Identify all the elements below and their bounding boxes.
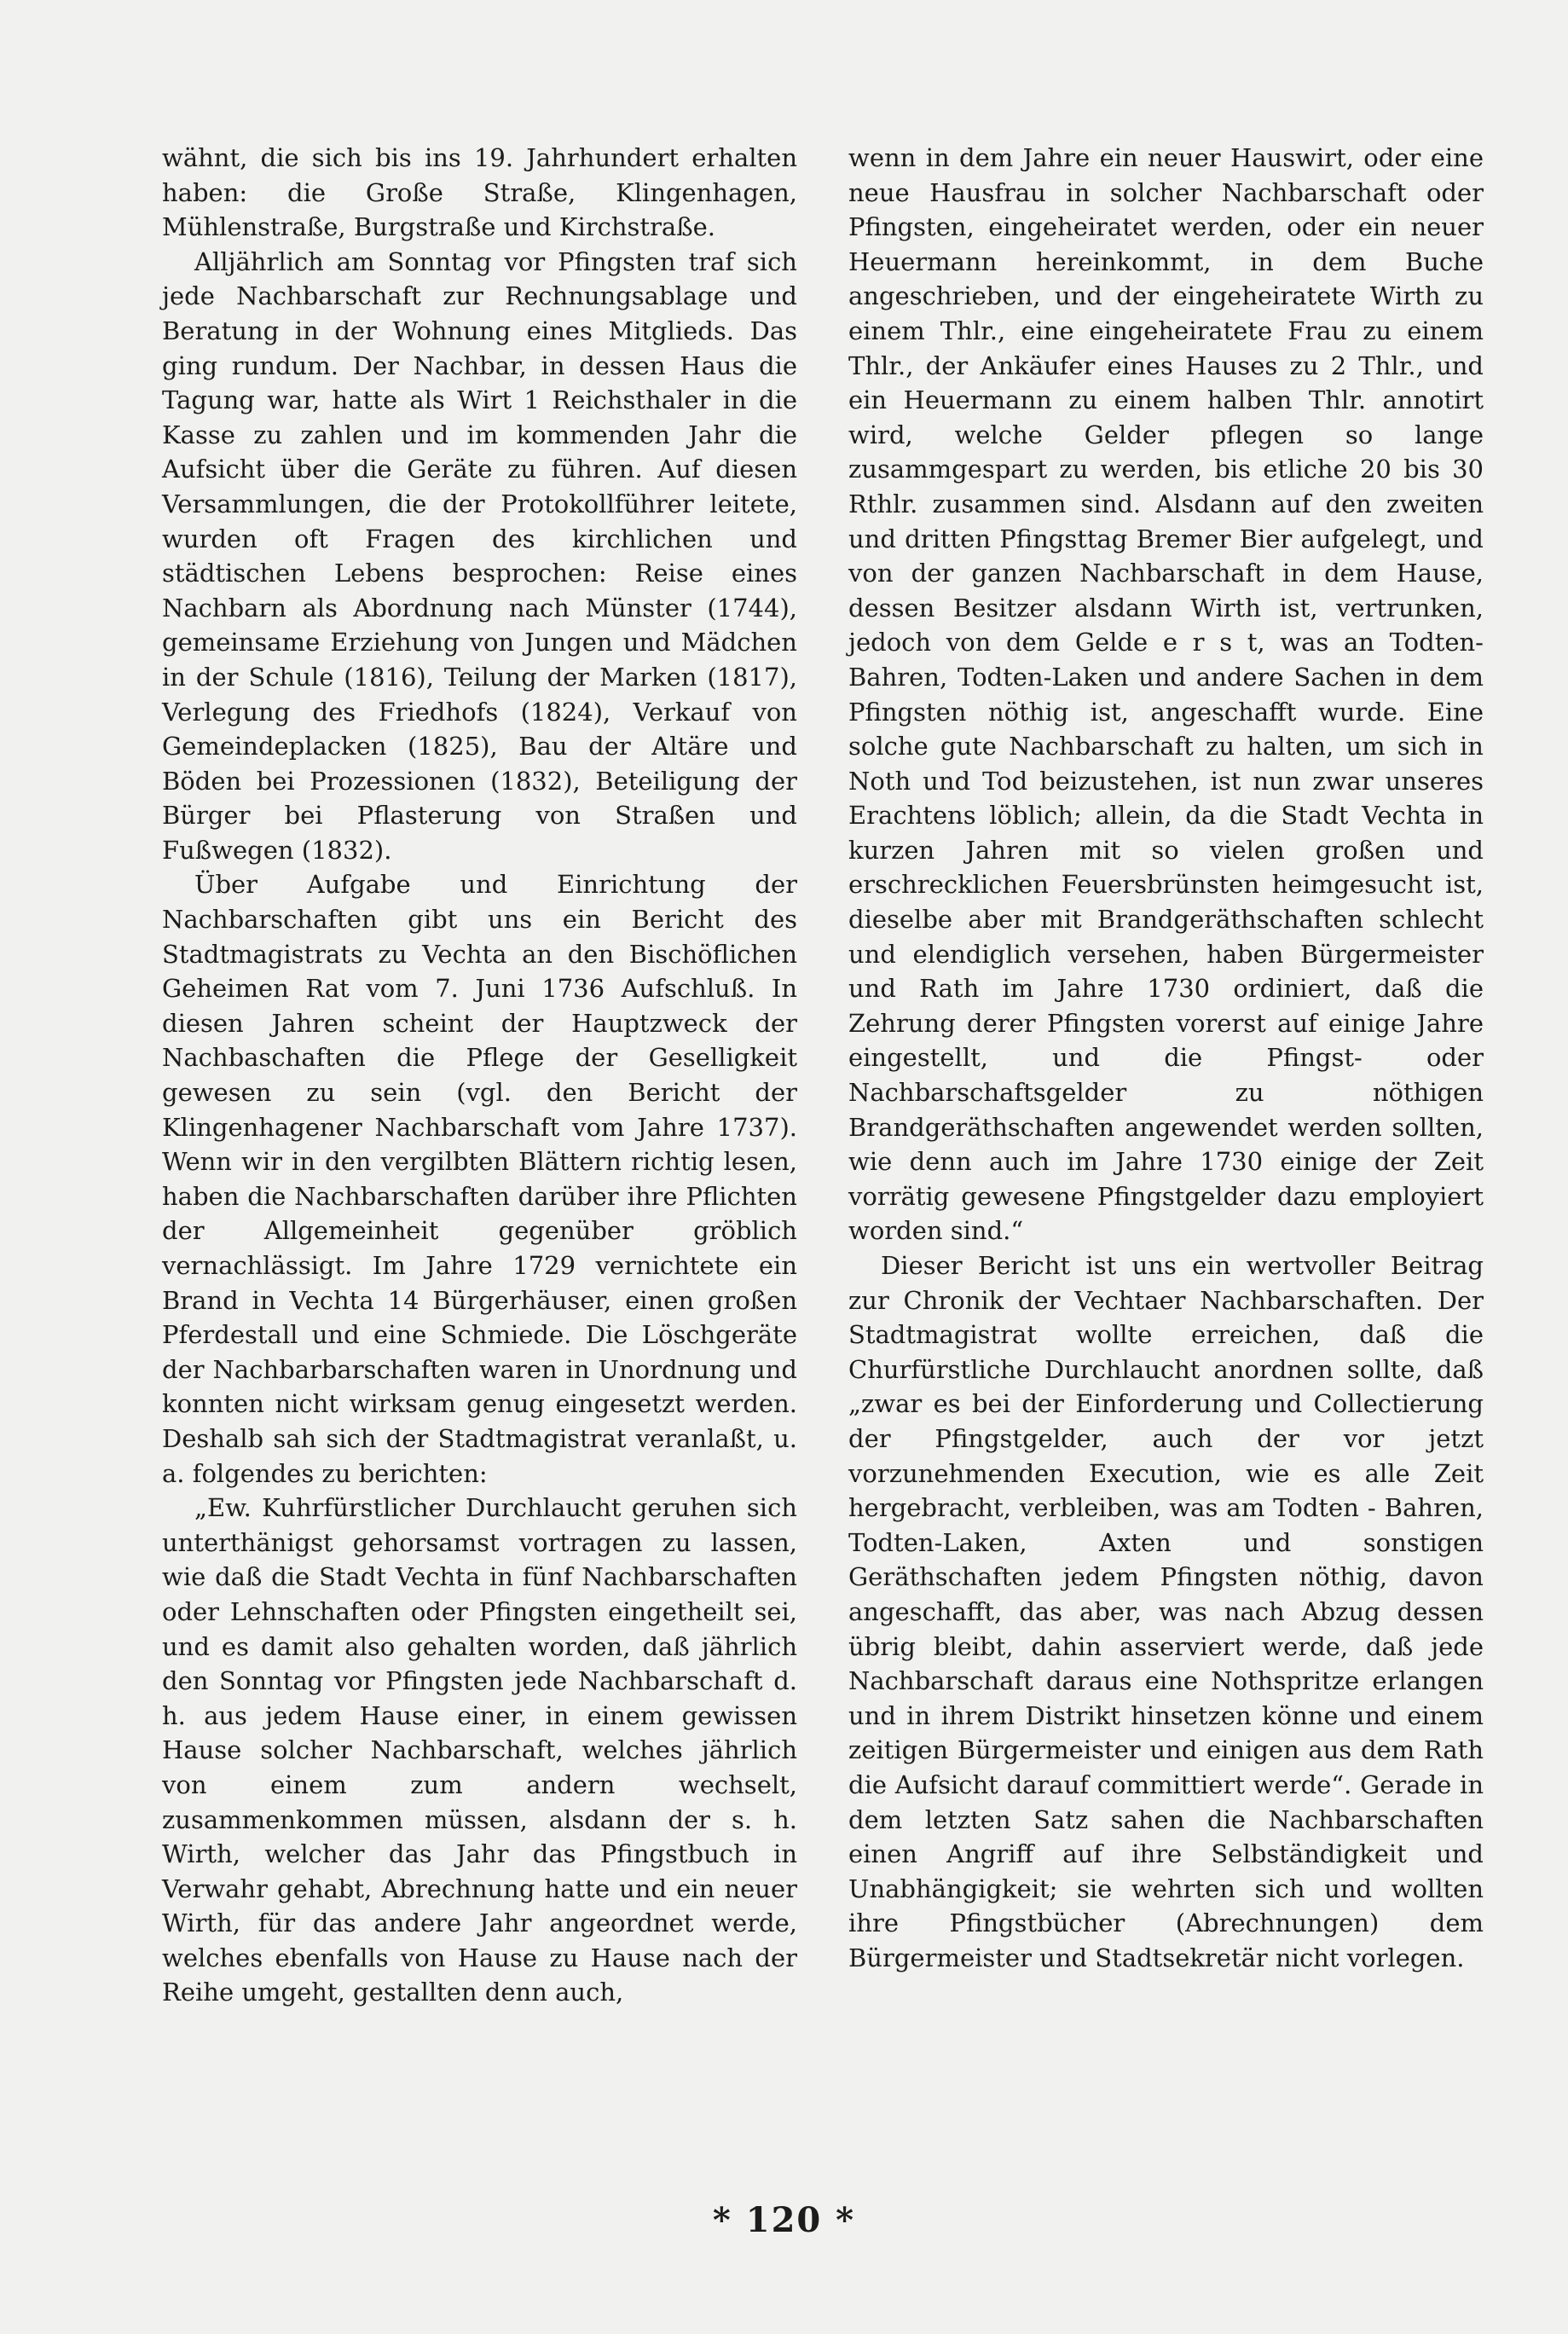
paragraph: Dieser Bericht ist uns ein wertvoller Beitrag zur Chronik der Vechtaer Nachbarschaften. Der Stadtmagistrat wollte erreichen, daß die Churfürstliche Durchlaucht anordnen sollte, daß „zwar es bei der Einforderung und Collectierung der Pfingstgelder, auch der vor jetzt vorzunehmenden Execution, wie es alle Zeit hergebracht, verbleiben, was am Todten - Bahren, Todten-Laken, Axten und sonstigen Geräthschaften jedem Pfingsten nöthig, davon angeschafft, das aber, was nach Abzug dessen übrig bleibt, dahin asserviert werde, daß jede Nachbarschaft daraus eine Nothspritze erlangen und in ihrem Distrikt hinsetzen könne und einem zeitigen Bürgermeister und einigen aus dem Rath die Aufsicht darauf committiert werde“. Gerade in dem letzten Satz sahen die Nachbarschaften einen Angriff auf ihre Selbständigkeit und Unabhängigkeit; sie wehrten sich und wollten ihre Pfingstbücher (Abrechnungen) dem Bürgermeister und Stadtsekretär nicht vorlegen.	[848, 1251, 1484, 1972]
paragraph: wähnt, die sich bis ins 19. Jahrhundert erhalten haben: die Große Straße, Klingenhagen, Mühlenstraße, Burgstraße und Kirchstraße.	[162, 143, 797, 242]
paragraph: Über Aufgabe und Einrichtung der Nachbarschaften gibt uns ein Bericht des Stadtmagistrats zu Vechta an den Bischöflichen Geheimen Rat vom 7. Juni 1736 Aufschluß. In diesen Jahren scheint der Hauptzweck der Nachbaschaften die Pflege der Geselligkeit gewesen zu sein (vgl. den Bericht der Klingenhagener Nachbarschaft vom Jahre 1737). Wenn wir in den vergilbten Blättern richtig lesen, haben die Nachbarschaften darüber ihre Pflichten der Allgemeinheit gegenüber gröblich vernachlässigt. Im Jahre 1729 vernichtete ein Brand in Vechta 14 Bürgerhäuser, einen großen Pferdestall und eine Schmiede. Die Löschgeräte der Nachbarbarschaften waren in Unordnung und konnten nicht wirksam genug eingesetzt werden. Deshalb sah sich der Stadtmagistrat veranlaßt, u. a. folgendes zu berichten:	[162, 870, 797, 1488]
paragraph: „Ew. Kuhrfürstlicher Durchlaucht geruhen sich unterthänigst gehorsamst vortragen zu lassen, wie daß die Stadt Vechta in fünf Nachbarschaften oder Lehnschaften oder Pfingsten eingetheilt sei, und es damit also gehalten worden, daß jährlich den Sonntag vor Pfingsten jede Nachbarschaft d. h. aus jedem Hause einer, in einem gewissen Hause solcher Nachbarschaft, welches jährlich von einem zum andern wechselt, zusammenkommen müssen, alsdann der s. h. Wirth, welcher das Jahr das Pfingstbuch in Verwahr gehabt, Abrechnung hatte und ein neuer Wirth, für das andere Jahr angeordnet werde, welches ebenfalls von Hause zu Hause nach der Reihe umgeht, gestallten denn auch,	[162, 1493, 797, 2007]
right-column	[848, 141, 1484, 1975]
paragraph: wenn in dem Jahre ein neuer Hauswirt, oder eine neue Hausfrau in solcher Nachbarschaft oder Pfingsten, eingeheiratet werden, oder ein neuer Heuermann hereinkommt, in dem Buche angeschrieben, und der eingeheiratete Wirth zu einem Thlr., eine eingeheiratete Frau zu einem Thlr., der Ankäufer eines Hauses zu 2 Thlr., und ein Heuermann zu einem halben Thlr. annotirt wird, welche Gelder pflegen so lange zusammgespart zu werden, bis etliche 20 bis 30 Rthlr. zusammen sind. Alsdann auf den zweiten und dritten Pfingsttag Bremer Bier aufgelegt, und von der ganzen Nachbarschaft in dem Hause, dessen Besitzer alsdann Wirth ist, vertrunken, jedoch von dem Gelde e r s t, was an Todten-Bahren, Todten-Laken und andere Sachen in dem Pfingsten nöthig ist, angeschafft wurde. Eine solche gute Nachbarschaft zu halten, um sich in Noth und Tod beizustehen, ist nun zwar unseres Erachtens löblich; allein, da die Stadt Vechta in kurzen Jahren mit so vielen großen und erschrecklichen Feuersbrünsten heimgesucht ist, dieselbe aber mit Brandgeräthschaften schlecht und elendiglich versehen, haben Bürgermeister und Rath im Jahre 1730 ordiniert, daß die Zehrung derer Pfingsten vorerst auf einige Jahre eingestellt, und die Pfingst- oder Nachbarschaftsgelder zu nöthigen Brandgeräthschaften angewendet werden sollten, wie denn auch im Jahre 1730 einige der Zeit vorrätig gewesene Pfingstgelder dazu employiert worden sind.“	[848, 143, 1484, 1246]
page-number: * 120 *	[712, 2200, 856, 2240]
left-column	[162, 141, 797, 2010]
paragraph: Alljährlich am Sonntag vor Pfingsten traf sich jede Nachbarschaft zur Rechnungsablage und Beratung in der Wohnung eines Mitglieds. Das ging rundum. Der Nachbar, in dessen Haus die Tagung war, hatte als Wirt 1 Reichsthaler in die Kasse zu zahlen und im kommenden Jahr die Aufsicht über die Geräte zu führen. Auf diesen Versammlungen, die der Protokollführer leitete, wurden oft Fragen des kirchlichen und städtischen Lebens besprochen: Reise eines Nachbarn als Abordnung nach Münster (1744), gemeinsame Erziehung von Jungen und Mädchen in der Schule (1816), Teilung der Marken (1817), Verlegung des Friedhofs (1824), Verkauf von Gemeindeplacken (1825), Bau der Altäre und Böden bei Prozessionen (1832), Beteiligung der Bürger bei Pflasterung von Straßen und Fußwegen (1832).	[162, 246, 797, 865]
